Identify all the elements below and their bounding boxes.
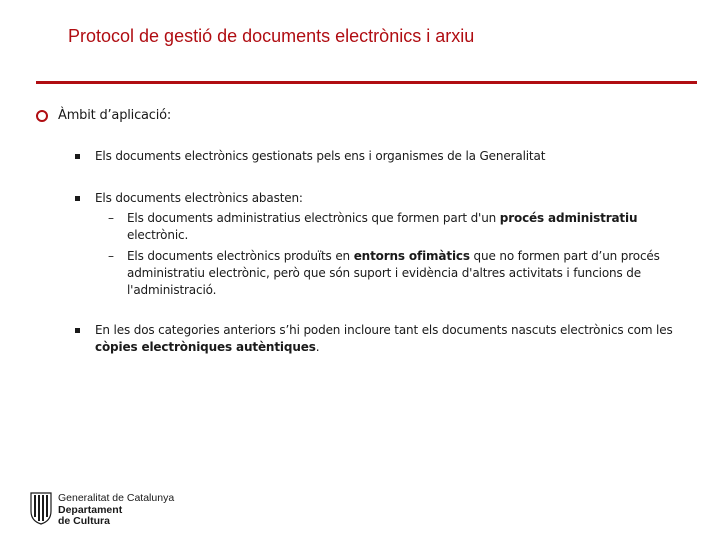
page-title: Protocol de gestió de documents electrònics i arxiu xyxy=(68,26,475,46)
dash-bullet-icon: – xyxy=(108,249,114,263)
square-bullet-icon xyxy=(75,196,80,201)
sub-item-2 xyxy=(127,248,700,299)
sub-item-1-tail: electrònic. xyxy=(127,228,189,242)
sub-item-1-emphasis: procés administratiu xyxy=(499,211,638,225)
circle-bullet-icon xyxy=(36,110,48,122)
square-bullet-icon xyxy=(75,154,80,159)
list-item-3-emphasis: còpies electròniques autèntiques xyxy=(95,340,316,354)
sub-item-1 xyxy=(127,210,700,244)
sub-item-1-text: Els documents administratius electrònics que formen part d'un xyxy=(127,211,497,225)
title-divider xyxy=(36,81,697,84)
list-item-2: Els documents electrònics abasten: xyxy=(95,191,303,205)
list-item-3 xyxy=(95,322,700,356)
sub-item-2-emphasis: entorns ofimàtics xyxy=(353,249,470,263)
generalitat-logo-icon xyxy=(30,491,52,525)
organization-logo-text xyxy=(58,493,174,528)
section-label: Àmbit d’aplicació: xyxy=(58,108,172,123)
sub-item-2-tail: que no formen part d’un procés administratiu electrònic, però que són suport i evidència d'altres activitats i funcions de l'administració. xyxy=(127,249,660,297)
list-item-3-text: En les dos categories anteriors s’hi poden incloure tant els documents nascuts electrònics com les xyxy=(95,323,673,337)
list-item-1: Els documents electrònics gestionats pels ens i organismes de la Generalitat xyxy=(95,149,546,163)
logo-line-2: Departament xyxy=(58,503,123,516)
logo-line-1: Generalitat de Catalunya xyxy=(58,492,175,504)
dash-bullet-icon: – xyxy=(108,211,114,225)
logo-line-3: de Cultura xyxy=(58,515,110,527)
list-item-3-tail: . xyxy=(315,340,320,354)
sub-item-2-text: Els documents electrònics produïts en xyxy=(127,249,351,263)
square-bullet-icon xyxy=(75,328,80,333)
